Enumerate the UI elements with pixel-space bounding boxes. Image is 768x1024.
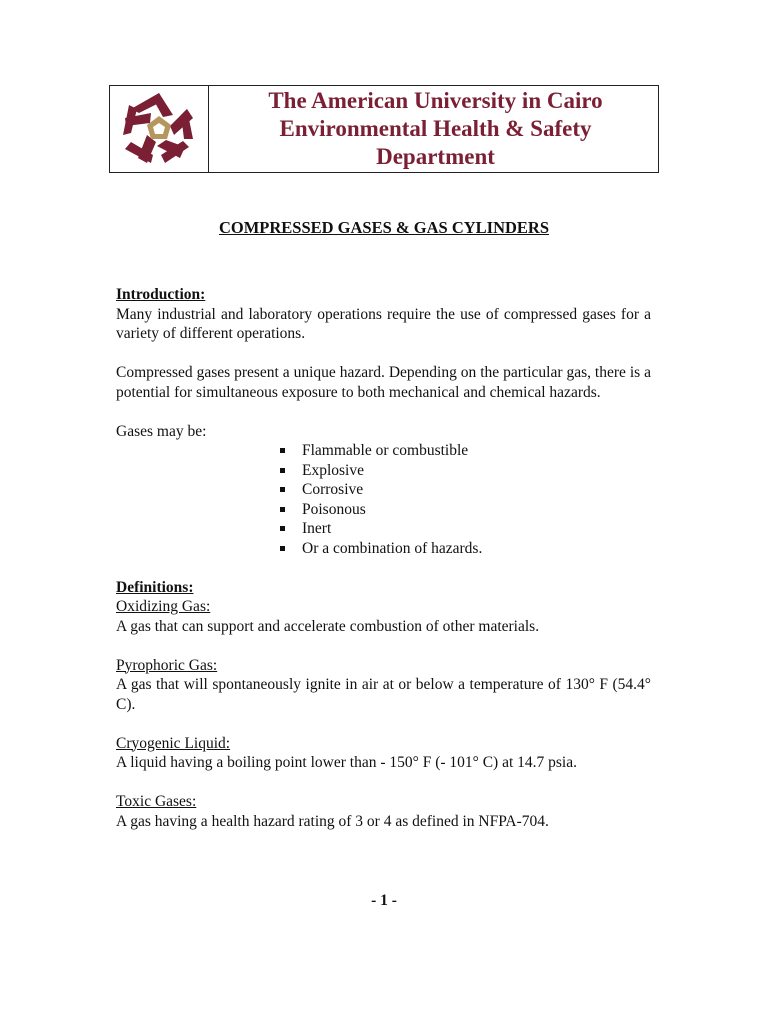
hazard-item: Inert: [279, 519, 651, 539]
title-line-1: The American University in Cairo: [268, 88, 603, 113]
hazard-item: Explosive: [279, 461, 651, 481]
definition-text-pyrophoric-gas: A gas that will spontaneously ignite in air at or below a temperature of 130° F (54.4° C).: [116, 676, 651, 713]
hazard-item: Or a combination of hazards.: [279, 539, 651, 559]
definition-text-oxidizing-gas: A gas that can support and accelerate combustion of other materials.: [116, 617, 540, 635]
hazard-item: Poisonous: [279, 500, 651, 520]
letterhead: [109, 85, 659, 173]
page-number: - 1 -: [371, 892, 397, 909]
title-line-2: Environmental Health & Safety: [279, 116, 592, 141]
hazard-item: Corrosive: [279, 480, 651, 500]
hazard-list-intro: Gases may be:: [116, 422, 207, 440]
definition-text-cryogenic-liquid: A liquid having a boiling point lower than - 150° F (- 101° C) at 14.7 psia.: [116, 754, 577, 771]
auc-star-logo-icon: [119, 89, 199, 169]
definition-term-pyrophoric-gas: Pyrophoric Gas:: [116, 656, 218, 674]
introduction-heading: Introduction:: [116, 286, 206, 303]
document-title: COMPRESSED GASES & GAS CYLINDERS: [218, 218, 550, 237]
hazard-list: [116, 441, 651, 558]
logo-cell: [110, 86, 209, 172]
institution-title: [209, 86, 658, 172]
definition-text-toxic-gases: A gas having a health hazard rating of 3 or 4 as defined in NFPA-704.: [116, 812, 549, 830]
title-line-3: Department: [376, 144, 495, 169]
definition-term-oxidizing-gas: Oxidizing Gas:: [116, 598, 211, 615]
introduction-paragraph-1: Many industrial and laboratory operations require the use of compressed gases for a variety of different operations.: [116, 305, 651, 342]
definition-term-cryogenic-liquid: Cryogenic Liquid:: [116, 734, 231, 752]
definitions-heading: Definitions:: [116, 578, 194, 596]
hazard-item: Flammable or combustible: [279, 441, 651, 461]
document-body: [116, 285, 651, 831]
introduction-paragraph-2: Compressed gases present a unique hazard. Depending on the particular gas, there is a potential for simultaneous exposure to both mechanical and chemical hazards.: [116, 364, 651, 401]
definition-term-toxic-gases: Toxic Gases:: [116, 793, 197, 810]
